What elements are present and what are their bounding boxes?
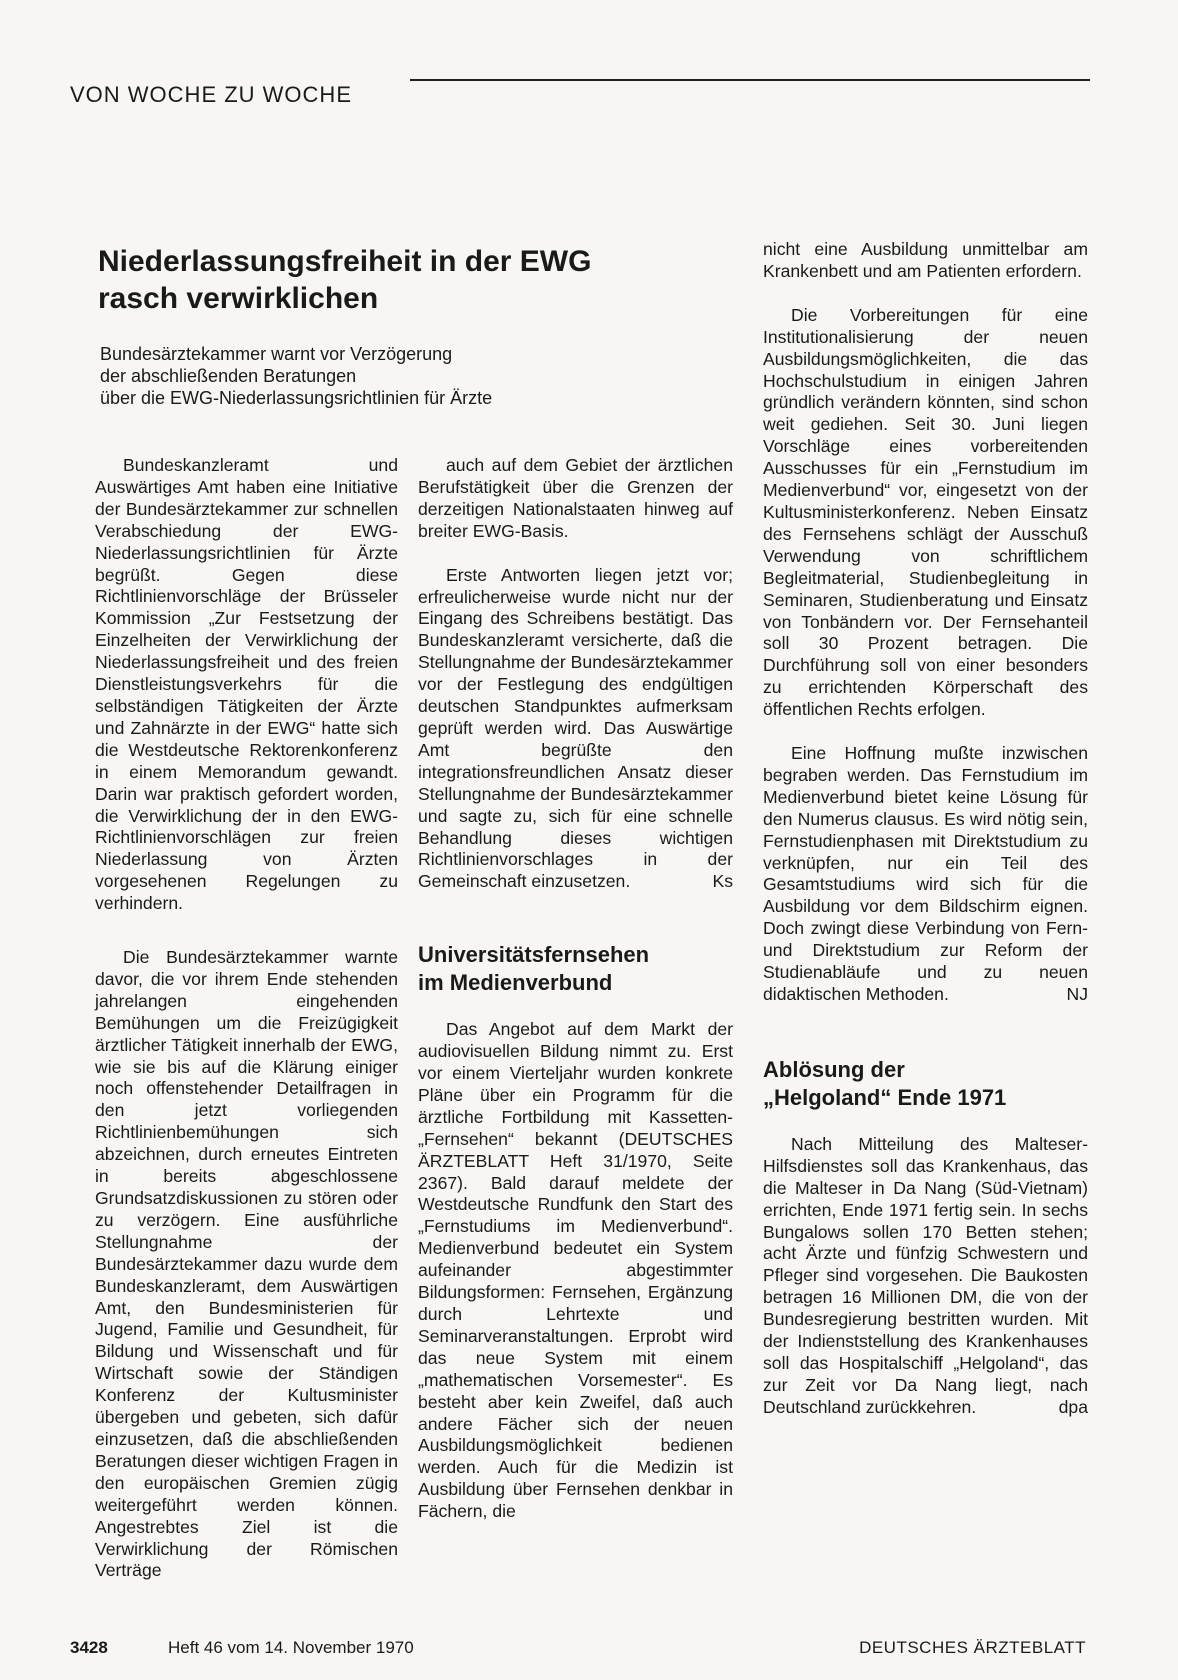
column-left [95,455,398,1604]
article-title [98,243,678,317]
journal-name: DEUTSCHES ÄRZTEBLATT [859,1638,1086,1657]
subtitle-line: der abschließenden Beratungen [100,366,357,386]
author-signature: dpa [1058,1396,1088,1417]
paragraph-text: Nach Mitteilung des Malteser-Hilfsdienstes soll das Krankenhaus, das die Malteser in Da Nang (Süd-Vietnam) errichten, Ende 1971 fertig sein. In sechs Bungalows sollen 170 Betten stehen; acht Ärzte und fünfzig Schwestern und Pfleger sind vorgesehen. Die Baukosten betragen 16 Millionen DM, die von der Bundesregierung bestritten wurden. Mit der Indienststellung des Krankenhauses soll das Hospitalschiff „Helgoland“, das zur Zeit vor Da Nang liegt, nach Deutschland zurückkehren. [763,1133,1088,1417]
column-middle [418,455,733,1545]
paragraph-text: Eine Hoffnung mußte inzwischen begraben werden. Das Fernstudium im Medienverbund bietet keine Lösung für den Numerus clausus. Es wird nötig sein, Fernstudienphasen mit Direktstudium zu verknüpfen, nur ein Teil des Gesamtstudiums wird sich für die Ausbildung vor dem Bildschirm eignen. Doch zwingt diese Verbindung von Fern- und Direktstudium zur Reform der Studienabläufe und zu neuen didaktischen Methoden. [763,743,1088,1004]
paragraph: Bundeskanzleramt und Auswärtiges Amt haben eine Initiative der Bundesärztekammer zur schnellen Verabschiedung der EWG-Niederlassungsrichtlinien für Ärzte begrüßt. Gegen diese Richtlinienvorschläge der Brüsseler Kommission „Zur Festsetzung der Einzelheiten der Verwirklichung der Niederlassungsfreiheit und des freien Dienstleistungsverkehrs für die selbständigen Tätigkeiten der Ärzte und Zahnärzte in der EWG“ hatte sich die Westdeutsche Rektorenkonferenz in einem Memorandum gewandt. Darin war praktisch gefordert worden, die Verwirklichung der in den EWG-Richtlinienvorschlägen zur freien Niederlassung von Ärzten vorgesehenen Regelungen zu verhindern. [95,455,398,914]
article-title-line: rasch verwirklichen [98,282,379,315]
article-heading-universitaetsfernsehen [418,941,733,997]
paragraph: Die Bundesärztekammer warnte davor, die vor ihrem Ende stehenden jahrelangen eingehenden Bemühungen um die Freizügigkeit ärztlicher Tätigkeit innerhalb der EWG, wie sie bis auf die Klärung einiger noch offenstehender Detailfragen in den jetzt vorliegenden Richtlinienbemühungen sich abzeichnen, durch erneutes Eintreten in bereits abgeschlossene Grundsatzdiskussionen zu stören oder zu verzögern. Eine ausführliche Stellungnahme der Bundesärztekammer dazu wurde dem Bundeskanzleramt, dem Auswärtigen Amt, den Bundesministerien für Jugend, Familie und Gesundheit, für Bildung und Wissenschaft und für Wirtschaft sowie der Ständigen Konferenz der Kultusminister übergeben und gebeten, sich dafür einzusetzen, daß die abschließenden Beratungen dieser wichtigen Fragen in den europäischen Gremien zügig weitergeführt werden können. Angestrebtes Ziel ist die Verwirklichung der Römischen Verträge [95,947,398,1581]
article-title-line: Niederlassungsfreiheit in der EWG [98,245,592,278]
column-right [763,239,1088,1441]
paragraph-text: Erste Antworten liegen jetzt vor; erfreulicherweise wurde nicht nur der Eingang des Schreibens bestätigt. Das Bundeskanzleramt versicherte, daß die Stellungnahme der Bundesärztekammer vor der Festlegung des endgültigen deutschen Standpunktes aufmerksam geprüft werden wird. Das Auswärtige Amt begrüßte den integrationsfreundlichen Ansatz dieser Stellungnahme der Bundesärztekammer und sagte zu, sich für eine schnelle Behandlung dieses wichtigen Richtlinienvorschlages in der Gemeinschaft einzusetzen. [418,564,733,892]
article-subtitle [100,343,660,409]
paragraph: nicht eine Ausbildung unmittelbar am Krankenbett und am Patienten erfordern. [763,239,1088,281]
heading-line: Universitätsfernsehen [418,942,650,968]
author-signature: NJ [1066,984,1088,1004]
paragraph: Das Angebot auf dem Markt der audiovisuellen Bildung nimmt zu. Erst vor einem Vierteljahr wurden konkrete Pläne über ein Programm für die ärztliche Fortbildung mit Kassetten-„Fernsehen“ bekannt (DEUTSCHES ÄRZTEBLATT Heft 31/1970, Seite 2367). Bald darauf meldete der Westdeutsche Rundfunk den Start des „Fernstudiums im Medienverbund“. Medienverbund bedeutet ein System aufeinander abgestimmter Bildungsformen: Fernsehen, Ergänzung durch Lehrtexte und Seminarveranstaltungen. Erprobt wird das neue System mit einem „mathematischen Vorsemester“. Es besteht aber kein Zweifel, daß auch andere Fächer sich der neuen Ausbildungsmöglichkeit bedienen werden. Auch für die Medizin ist Ausbildung über Fernsehen denkbar in Fächern, die [418,1019,733,1522]
paragraph [763,743,1088,1006]
page-number: 3428 [70,1638,108,1657]
header-rule [410,79,1090,81]
author-signature: Ks [712,871,733,892]
paragraph [763,1134,1088,1419]
heading-line: im Medienverbund [418,970,613,996]
paragraph: Die Vorbereitungen für eine Institutionalisierung der neuen Ausbildungsmöglichkeiten, die das Hochschulstudium in einigen Jahren gründlich verändern könnten, sind schon weit gediehen. Seit 30. Juni liegen Vorschläge eines vorbereitenden Ausschusses für ein „Fernstudium im Medienverbund“ vor, eingesetzt von der Kultusministerkonferenz. Neben Einsatz des Fernsehens schlägt der Ausschuß Verwendung von schriftlichem Begleitmaterial, Studienbegleitung in Seminaren, Studienberatung und Einsatz von Tonbändern vor. Der Fernsehanteil soll 30 Prozent betragen. Die Durchführung soll von einer besonders zu errichtenden Körperschaft des öffentlichen Rechts erfolgen. [763,304,1088,720]
subtitle-line: Bundesärztekammer warnt vor Verzögerung [100,344,453,364]
heading-line: „Helgoland“ Ende 1971 [763,1084,1007,1110]
section-header: VON WOCHE ZU WOCHE [70,82,352,107]
paragraph: auch auf dem Gebiet der ärztlichen Berufstätigkeit über die Grenzen der derzeitigen Nationalstaaten hinweg auf breiter EWG-Basis. [418,455,733,541]
article-heading-helgoland [763,1056,1088,1112]
heading-line: Ablösung der [763,1056,905,1082]
subtitle-line: über die EWG-Niederlassungsrichtlinien für Ärzte [100,388,493,408]
paragraph [418,565,733,894]
issue-info: Heft 46 vom 14. November 1970 [168,1638,414,1657]
